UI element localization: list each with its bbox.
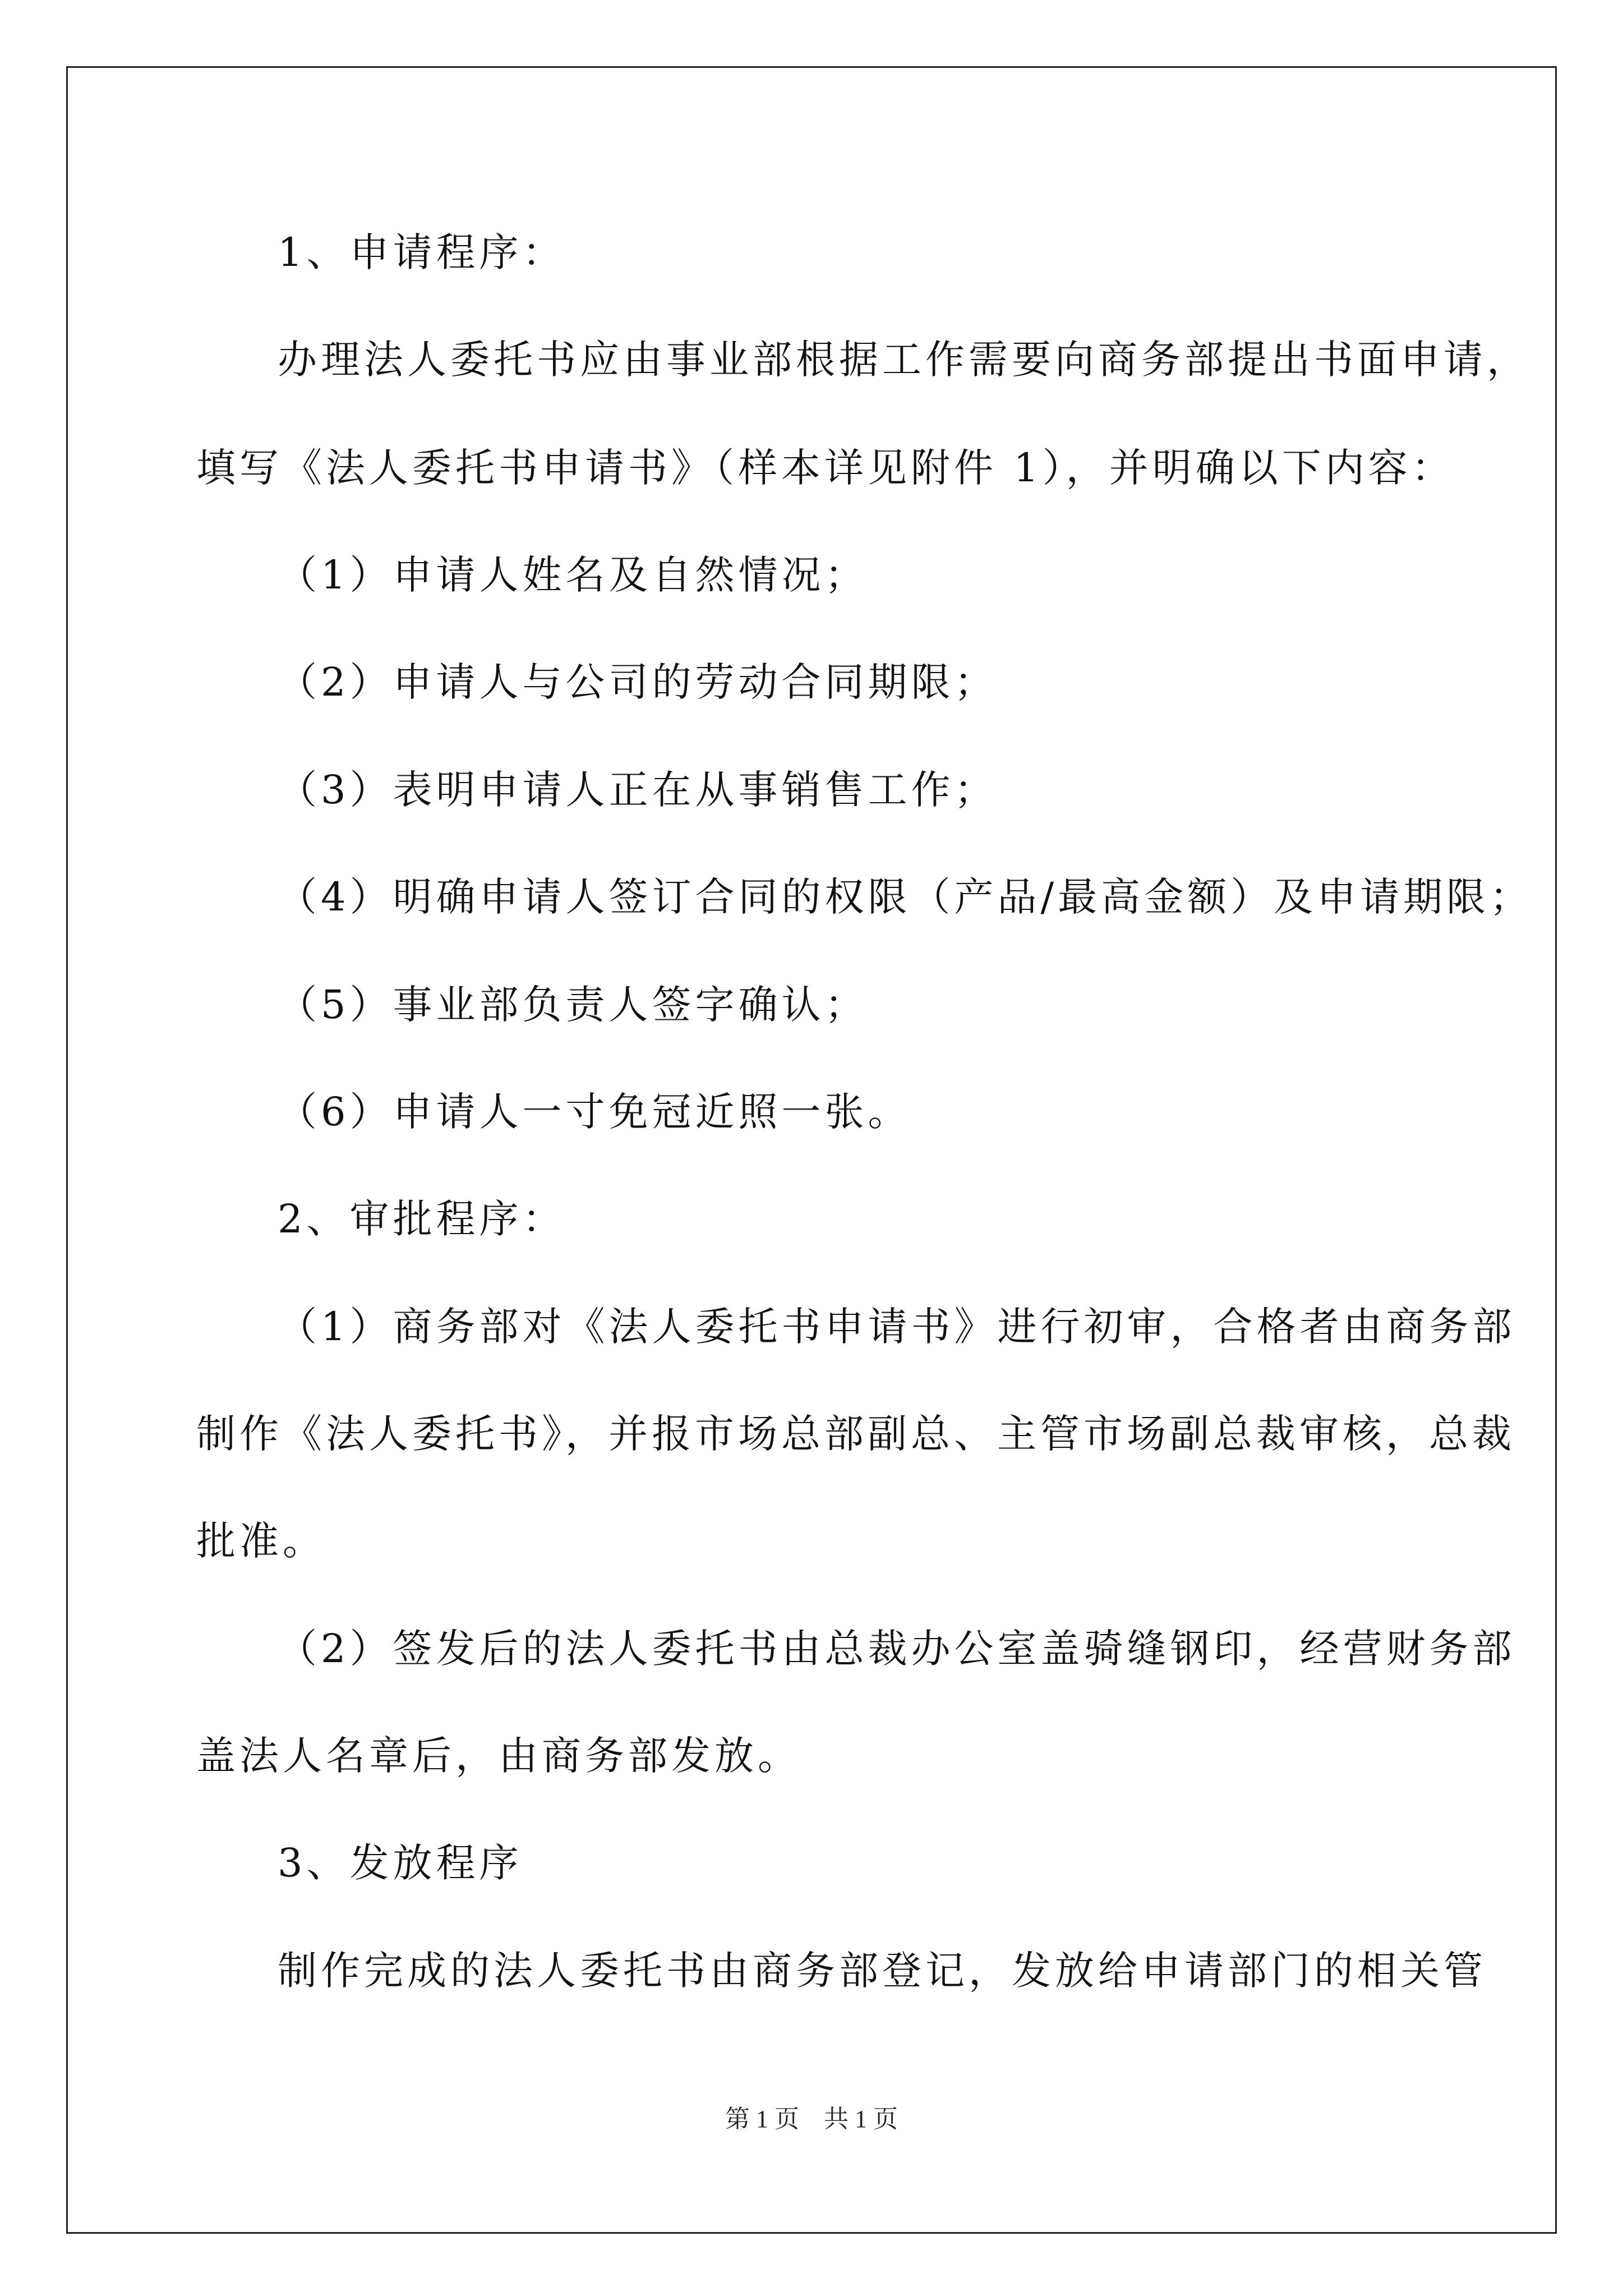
paragraph-line: 办理法人委托书应由事业部根据工作需要向商务部提出书面申请， (278, 337, 1530, 383)
list-item: （3）表明申请人正在从事销售工作； (278, 767, 998, 813)
list-item: （4）明确申请人签订合同的权限（产品/最高金额）及申请期限； (278, 874, 1533, 920)
section-1-heading: 1、申请程序： (278, 229, 566, 275)
list-item: （2）申请人与公司的劳动合同期限； (278, 659, 998, 705)
section-2-heading: 2、审批程序： (278, 1196, 566, 1242)
paragraph-line: 盖法人名章后，由商务部发放。 (196, 1733, 801, 1779)
paragraph-line: （2）签发后的法人委托书由总裁办公室盖骑缝钢印，经营财务部 (278, 1626, 1516, 1672)
paragraph-line: 制作完成的法人委托书由商务部登记，发放给申请部门的相关管 (278, 1948, 1487, 1994)
page-number: 第 1 页 共 1 页 (725, 2105, 898, 2133)
list-item: （1）申请人姓名及自然情况； (278, 552, 868, 598)
paragraph-line: 批准。 (196, 1518, 326, 1564)
paragraph-line: 制作《法人委托书》，并报市场总部副总、主管市场副总裁审核，总裁 (196, 1411, 1515, 1457)
list-item: （5）事业部负责人签字确认； (278, 982, 868, 1028)
page-border (66, 66, 1557, 2234)
paragraph-line: （1）商务部对《法人委托书申请书》进行初审，合格者由商务部 (278, 1304, 1516, 1350)
paragraph-line: 填写《法人委托书申请书》（样本详见附件 1），并明确以下内容： (196, 445, 1455, 491)
list-item: （6）申请人一寸免冠近照一张。 (278, 1089, 911, 1135)
section-3-heading: 3、发放程序 (278, 1840, 523, 1886)
